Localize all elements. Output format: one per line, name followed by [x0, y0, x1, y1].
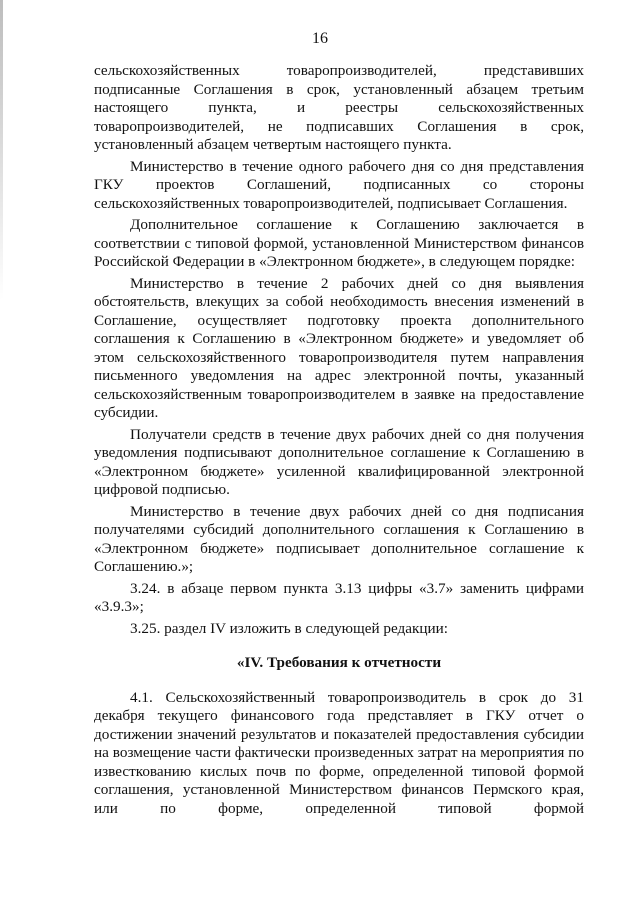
- paragraph-recipients-sign: Получатели средств в течение двух рабочих дней со дня получения уведомления подписывают дополнительное соглашение к Соглашению в «Электронном бюджете» усиленной квалифицированной электронной цифровой подписью.: [94, 425, 584, 498]
- paragraph-ministry-signs: Министерство в течение одного рабочего дня со дня представления ГКУ проектов Соглашений, подписанных со стороны сельскохозяйственных товаропроизводителей, подписывает Соглашения.: [94, 157, 584, 212]
- page-number: 16: [312, 30, 328, 47]
- section-heading: «IV. Требования к отчетности: [236, 654, 442, 671]
- paragraph-item-3-24: 3.24. в абзаце первом пункта 3.13 цифры «3.7» заменить цифрами «3.9.3»;: [94, 579, 584, 615]
- paragraph-item-3-25: 3.25. раздел IV изложить в следующей редакции:: [130, 619, 448, 637]
- paragraph-ministry-signs-additional: Министерство в течение двух рабочих дней со дня подписания получателями субсидий дополнительного соглашения к Соглашению в «Электронном бюджете» подписывает дополнительное соглашение к Соглашению.»;: [94, 502, 584, 575]
- document-body: [94, 62, 584, 818]
- paragraph-additional-agreement: Дополнительное соглашение к Соглашению заключается в соответствии с типовой формой, установленной Министерством финансов Российской Федерации в «Электронном бюджете», в следующем порядке:: [94, 216, 584, 270]
- paragraph-continuation: сельскохозяйственных товаропроизводителей, представивших подписанные Соглашения в срок, установленный абзацем третьим настоящего пункта, и реестры сельскохозяйственных товаропроизводителей, не подписавших Соглашения в срок, установленный абзацем четвертым настоящего пункта.: [94, 62, 584, 153]
- paragraph-item-4-1: 4.1. Сельскохозяйственный товаропроизводитель в срок до 31 декабря текущего финансового года представляет в ГКУ отчет о достижении значений результатов и показателей предоставления субсидии на возмещение части фактически произведенных затрат на мероприятия по известкованию кислых почв по форме, определенной типовой формой соглашения, установленной Министерством финансов Пермского края, или по форме, определенной типовой формой: [94, 688, 584, 817]
- paragraph-ministry-prepares: Министерство в течение 2 рабочих дней со дня выявления обстоятельств, влекущих за собой необходимость внесения изменений в Соглашение, осуществляет подготовку проекта дополнительного соглашения к Соглашению в «Электронном бюджете» и уведомляет об этом сельскохозяйственного товаропроизводителя путем направления письменного уведомления на адрес электронной почты, указанный сельскохозяйственным товаропроизводителем в заявке на предоставление субсидии.: [94, 274, 584, 421]
